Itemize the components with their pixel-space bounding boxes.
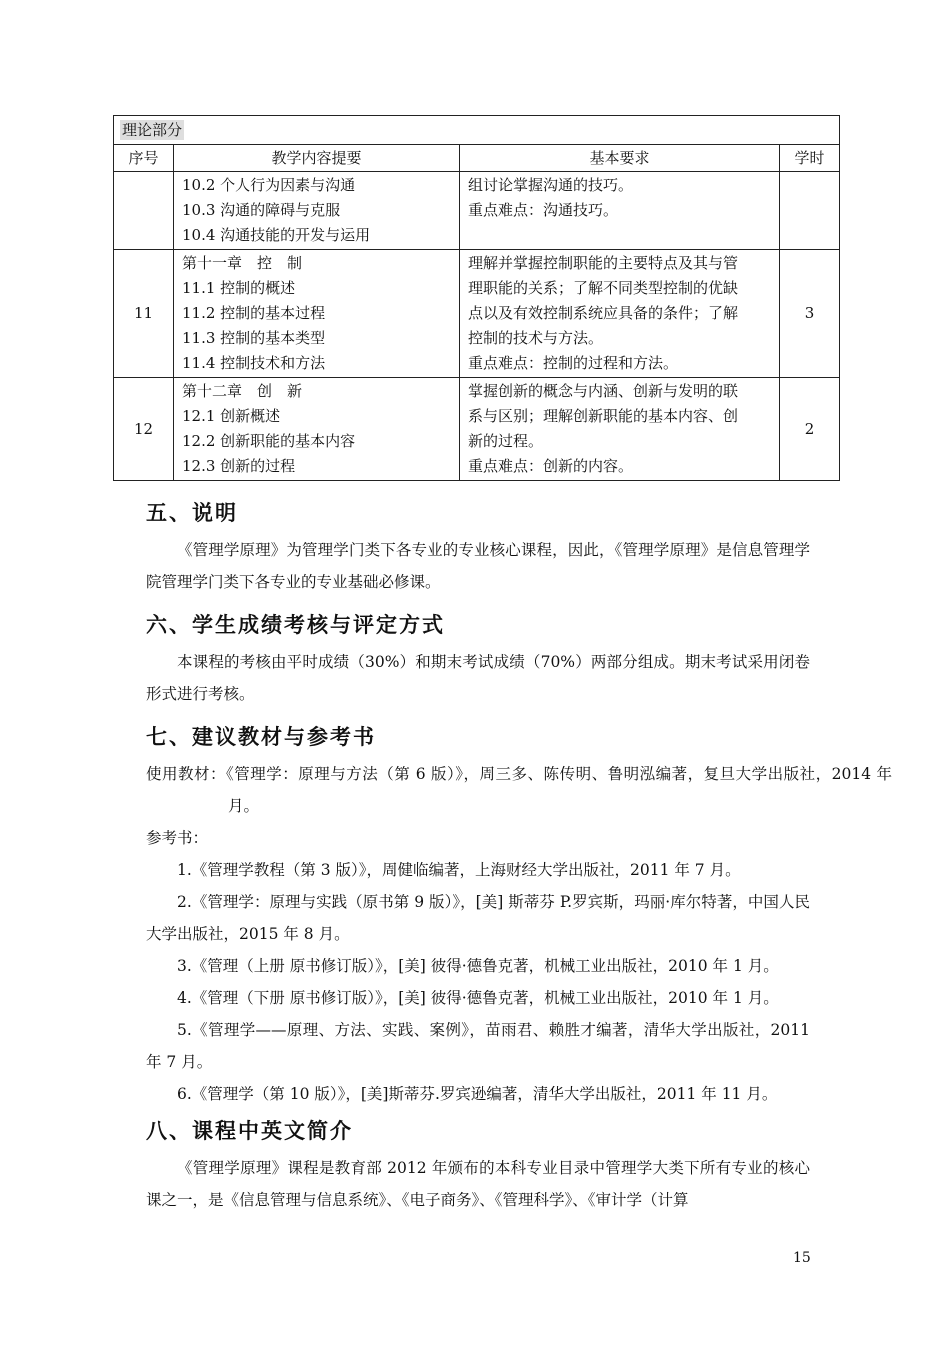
- requirement-line: 系与区别；理解创新职能的基本内容、创: [468, 407, 739, 425]
- row-requirements: [460, 250, 780, 378]
- requirement-line: 理职能的关系；了解不同类型控制的优缺: [468, 279, 739, 297]
- requirement-line: 点以及有效控制系统应具备的条件；了解: [468, 304, 739, 322]
- row-requirements: [460, 172, 780, 250]
- requirement-line: 理解并掌握控制职能的主要特点及其与管: [468, 254, 739, 272]
- syllabus-table: [113, 115, 840, 481]
- row-no: 12: [114, 378, 174, 481]
- requirement-line: 重点难点：控制的过程和方法。: [468, 354, 679, 372]
- content-line: 第十一章 控 制: [182, 254, 303, 272]
- header-content: 教学内容提要: [174, 145, 460, 172]
- section-8-text: 《管理学原理》课程是教育部 2012 年颁布的本科专业目录中管理学大类下所有专业的核心课之一，是《信息管理与信息系统》、《电子商务》、《管理科学》、《审计学（计算: [146, 1159, 810, 1209]
- content-line: 11.2 控制的基本过程: [182, 304, 326, 322]
- reference-item: 4.《管理（下册 原书修订版）》，[美] 彼得·德鲁克著，机械工业出版社，2010 年 1 月。: [177, 989, 779, 1007]
- row-no: 11: [114, 250, 174, 378]
- content-line: 11.1 控制的概述: [182, 279, 296, 297]
- requirement-line: 重点难点：沟通技巧。: [468, 201, 619, 219]
- row-content: [174, 378, 460, 481]
- content-line: 10.4 沟通技能的开发与运用: [182, 226, 371, 244]
- section-heading-5: 五、说明: [146, 501, 238, 525]
- header-requirements: 基本要求: [460, 145, 780, 172]
- reference-item: 3.《管理（上册 原书修订版）》，[美] 彼得·德鲁克著，机械工业出版社，2010 年 1 月。: [177, 957, 779, 975]
- content-line: 12.3 创新的过程: [182, 457, 296, 475]
- section-6-text: 本课程的考核由平时成绩（30%）和期末考试成绩（70%）两部分组成。期末考试采用闭卷形式进行考核。: [146, 653, 810, 703]
- table-row: [114, 250, 840, 378]
- table-header-row: [114, 145, 840, 172]
- content-line: 12.2 创新职能的基本内容: [182, 432, 356, 450]
- section-heading-8: 八、课程中英文简介: [146, 1119, 353, 1143]
- reference-label: 参考书：: [146, 829, 209, 847]
- row-hours: [780, 172, 840, 250]
- header-no: 序号: [114, 145, 174, 172]
- section-heading-7: 七、建议教材与参考书: [146, 725, 376, 749]
- row-hours: 3: [780, 250, 840, 378]
- reference-item: 2.《管理学：原理与实践（原书第 9 版）》，[美] 斯蒂芬 P.罗宾斯，玛丽·库尔特著，中国人民大学出版社，2015 年 8 月。: [146, 893, 810, 943]
- content-line: 11.3 控制的基本类型: [182, 329, 326, 347]
- content-line: 10.2 个人行为因素与沟通: [182, 176, 356, 194]
- row-requirements: [460, 378, 780, 481]
- requirement-line: 控制的技术与方法。: [468, 329, 604, 347]
- textbook-entry: 使用教材：《管理学：原理与方法（第 6 版）》，周三多、陈传明、鲁明泓编著，复旦大学出版社，2014 年月。: [146, 765, 892, 815]
- content-line: 12.1 创新概述: [182, 407, 281, 425]
- requirement-line: 掌握创新的概念与内涵、创新与发明的联: [468, 382, 739, 400]
- row-hours: 2: [780, 378, 840, 481]
- section-heading-6: 六、学生成绩考核与评定方式: [146, 613, 445, 637]
- reference-item: 5.《管理学——原理、方法、实践、案例》，苗雨君、赖胜才编著，清华大学出版社，2011 年 7 月。: [146, 1021, 810, 1071]
- header-hours: 学时: [780, 145, 840, 172]
- row-content: [174, 250, 460, 378]
- content-line: 第十二章 创 新: [182, 382, 303, 400]
- row-no: [114, 172, 174, 250]
- requirement-line: 新的过程。: [468, 432, 544, 450]
- page-number: 15: [793, 1250, 811, 1266]
- reference-item: 6.《管理学（第 10 版）》，[美]斯蒂芬.罗宾逊编著，清华大学出版社，2011 年 11 月。: [177, 1085, 778, 1103]
- section-5-text: 《管理学原理》为管理学门类下各专业的专业核心课程，因此，《管理学原理》是信息管理学院管理学门类下各专业的专业基础必修课。: [146, 541, 810, 591]
- requirement-line: 组讨论掌握沟通的技巧。: [468, 176, 634, 194]
- reference-item: 1.《管理学教程（第 3 版）》，周健临编著，上海财经大学出版社，2011 年 7 月。: [177, 861, 741, 879]
- table-section-title: 理论部分: [114, 116, 840, 145]
- requirement-line: 重点难点：创新的内容。: [468, 457, 634, 475]
- row-content: [174, 172, 460, 250]
- content-line: 10.3 沟通的障碍与克服: [182, 201, 341, 219]
- table-row: [114, 172, 840, 250]
- table-row: [114, 378, 840, 481]
- content-line: 11.4 控制技术和方法: [182, 354, 326, 372]
